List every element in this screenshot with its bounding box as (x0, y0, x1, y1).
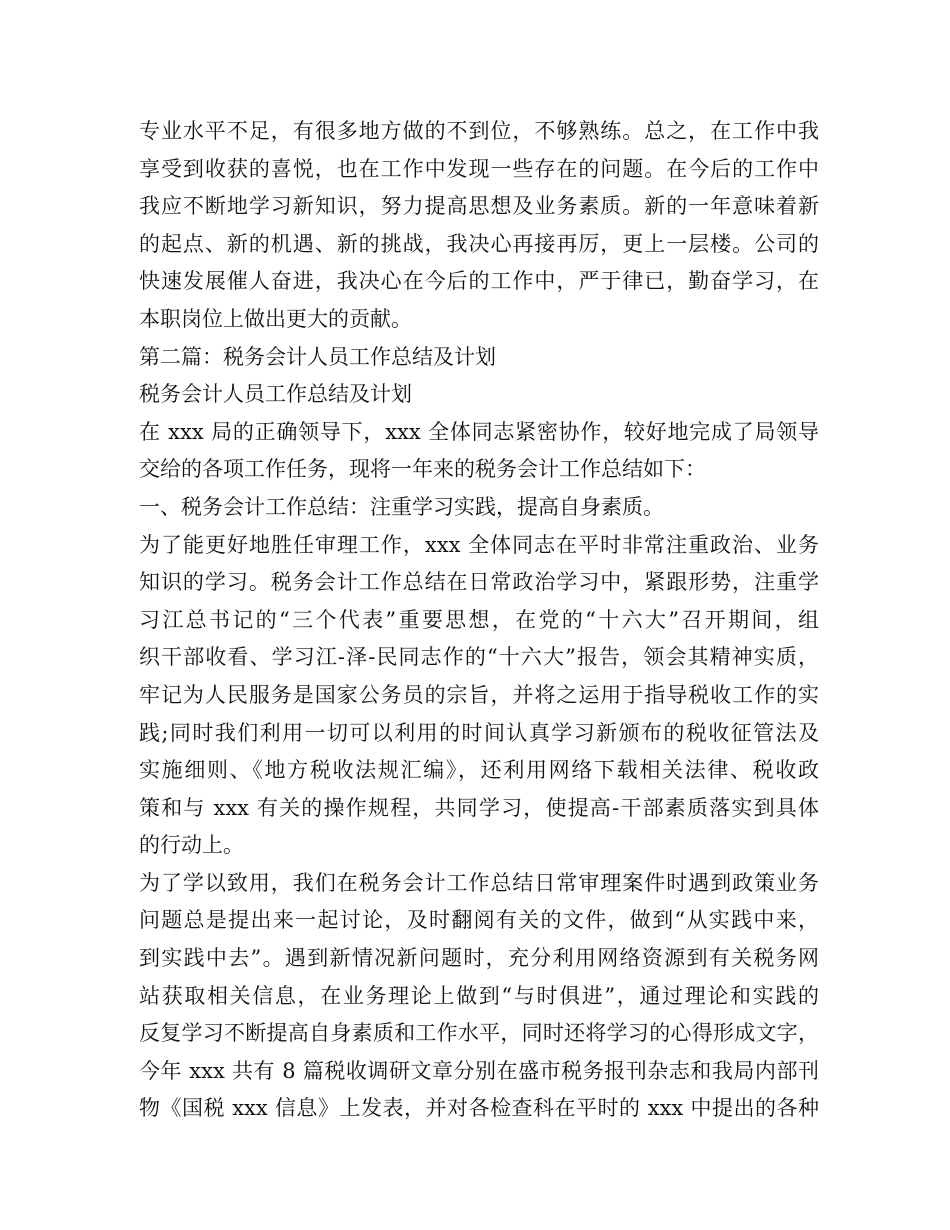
text-line: 享受到收获的喜悦，也在工作中发现一些存在的问题。在今后的工作中 (139, 156, 819, 181)
text-line: 物《国税 xxx 信息》上发表，并对各检查科在平时的 xxx 中提出的各种 (139, 1096, 819, 1121)
text-line: 知识的学习。税务会计工作总结在日常政治学习中，紧跟形势，注重学 (139, 570, 819, 595)
text-line: 到实践中去”。遇到新情况新问题时，充分利用网络资源到有关税务网 (139, 946, 819, 971)
text-line: 交给的各项工作任务，现将一年来的税务会计工作总结如下： (139, 457, 706, 482)
text-line: 的行动上。 (139, 833, 244, 858)
text-line: 践;同时我们利用一切可以利用的时间认真学习新颁布的税收征管法及 (139, 720, 819, 745)
text-line: 织干部收看、学习江-泽-民同志作的“十六大”报告，领会其精神实质， (139, 645, 819, 670)
text-line: 为了学以致用，我们在税务会计工作总结日常审理案件时遇到政策业务 (139, 870, 819, 895)
document-body (139, 113, 819, 1128)
text-line: 今年 xxx 共有 8 篇税收调研文章分别在盛市税务报刊杂志和我局内部刊 (139, 1058, 819, 1083)
text-line: 实施细则、《地方税收法规汇编》，还利用网络下载相关法律、税收政 (139, 758, 819, 783)
text-line: 快速发展催人奋进，我决心在今后的工作中，严于律已，勤奋学习，在 (139, 269, 819, 294)
text-line: 习江总书记的“三个代表”重要思想，在党的“十六大”召开期间，组 (139, 607, 819, 632)
text-line: 我应不断地学习新知识，努力提高思想及业务素质。新的一年意味着新 (139, 194, 819, 219)
text-line: 问题总是提出来一起讨论，及时翻阅有关的文件，做到“从实践中来， (139, 908, 819, 933)
text-line: 专业水平不足，有很多地方做的不到位，不够熟练。总之，在工作中我 (139, 119, 819, 143)
text-line: 的起点、新的机遇、新的挑战，我决心再接再厉，更上一层楼。公司的 (139, 231, 819, 256)
text-line: 策和与 xxx 有关的操作规程，共同学习，使提高-干部素质落实到具体 (139, 795, 819, 820)
text-line: 站获取相关信息，在业务理论上做到“与时俱进”，通过理论和实践的 (139, 983, 819, 1008)
text-line: 一、税务会计工作总结：注重学习实践，提高自身素质。 (139, 494, 664, 519)
text-line: 第二篇：税务会计人员工作总结及计划 (139, 344, 496, 369)
text-line: 税务会计人员工作总结及计划 (139, 382, 412, 407)
text-line: 为了能更好地胜任审理工作，xxx 全体同志在平时非常注重政治、业务 (139, 532, 819, 557)
text-line: 在 xxx 局的正确领导下，xxx 全体同志紧密协作，较好地完成了局领导 (139, 419, 819, 444)
text-line: 牢记为人民服务是国家公务员的宗旨，并将之运用于指导税收工作的实 (139, 682, 819, 707)
text-line: 反复学习不断提高自身素质和工作水平，同时还将学习的心得形成文字， (139, 1021, 819, 1046)
text-line: 本职岗位上做出更大的贡献。 (139, 306, 412, 331)
